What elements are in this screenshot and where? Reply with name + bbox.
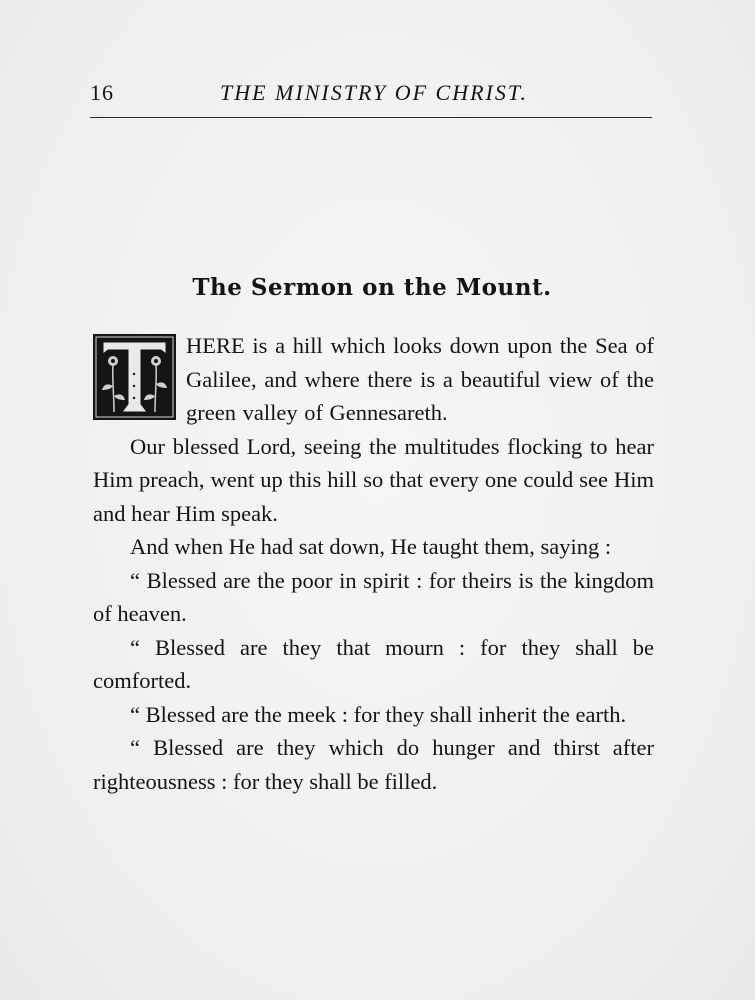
page-number: 16 xyxy=(90,80,114,105)
paragraph-4: “ Blessed are the poor in spirit : for theirs is the kingdom of heaven. xyxy=(93,567,654,626)
paragraph-6: “ Blessed are the meek : for they shall inherit the earth. xyxy=(130,701,627,727)
paragraph-1-text: HERE is a hill which looks down upon the Sea of Galilee, and where there is a beautiful view of the green valley of Gennesareth. xyxy=(186,333,654,425)
paragraph-7: “ Blessed are they which do hunger and thirst after righteousness : for they shall be filled. xyxy=(93,735,654,794)
paragraph-5: “ Blessed are they that mourn : for they shall be comforted. xyxy=(93,634,654,693)
running-head xyxy=(90,80,650,110)
paragraph-2: Our blessed Lord, seeing the multitudes flocking to hear Him preach, went up this hill so that every one could see Him and hear Him speak. xyxy=(93,433,654,526)
running-title: THE MINISTRY OF CHRIST. xyxy=(220,80,528,105)
paragraph-3: And when He had sat down, He taught them, saying : xyxy=(130,534,612,559)
paragraph-1 xyxy=(93,329,654,430)
body-text xyxy=(93,329,654,798)
header-rule xyxy=(90,117,652,118)
ornamental-initial-icon xyxy=(93,334,176,420)
section-title: The Sermon on the Mount. xyxy=(192,274,552,301)
